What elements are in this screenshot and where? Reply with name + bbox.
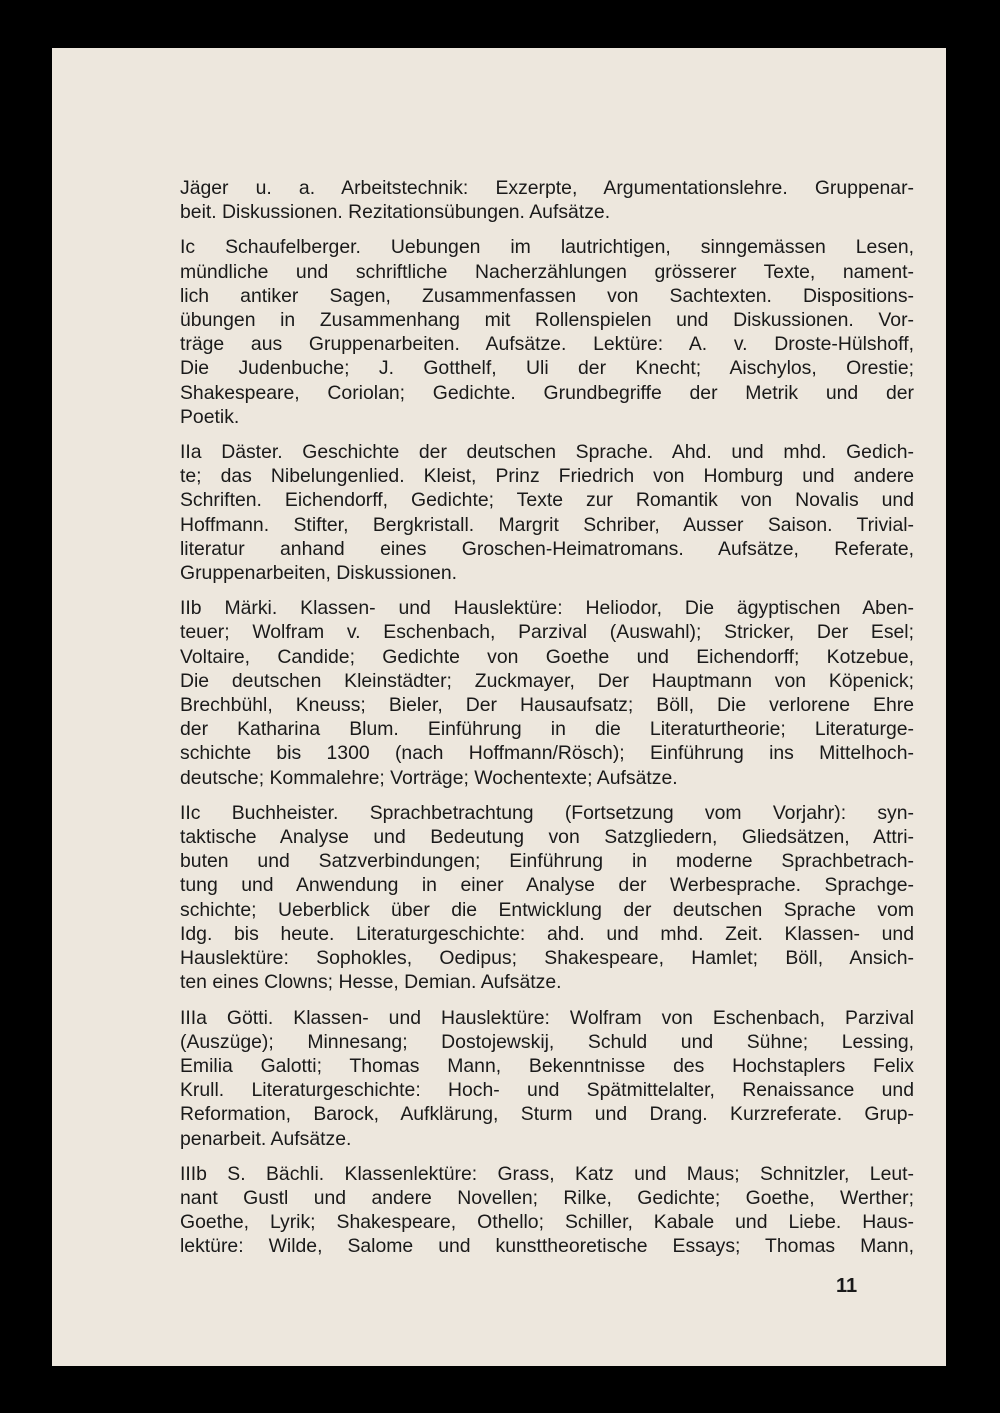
paragraph: [180, 235, 914, 429]
text-line: Hauslektüre: Sophokles, Oedipus; Shakespeare, Hamlet; Böll, Ansich-: [180, 947, 914, 970]
text-line: beit. Diskussionen. Rezitationsübungen. Aufsätze.: [180, 201, 611, 224]
paragraph: [180, 801, 914, 995]
text-line: lektüre: Wilde, Salome und kunsttheoretische Essays; Thomas Mann,: [180, 1235, 914, 1258]
text-line: Krull. Literaturgeschichte: Hoch- und Spätmittelalter, Renaissance und: [180, 1079, 914, 1102]
text-line: IIIa Götti. Klassen- und Hauslektüre: Wolfram von Eschenbach, Parzival: [180, 1006, 914, 1029]
text-line: Schriften. Eichendorff, Gedichte; Texte zur Romantik von Novalis und: [180, 489, 914, 512]
text-line: Brechbühl, Kneuss; Bieler, Der Hausaufsatz; Böll, Die verlorene Ehre: [180, 694, 914, 717]
text-line: Poetik.: [180, 405, 240, 428]
text-line: penarbeit. Aufsätze.: [180, 1127, 352, 1150]
text-line: IIIb S. Bächli. Klassenlektüre: Grass, Katz und Maus; Schnitzler, Leut-: [180, 1162, 914, 1185]
text-line: literatur anhand eines Groschen-Heimatromans. Aufsätze, Referate,: [180, 537, 914, 560]
text-line: der Katharina Blum. Einführung in die Literaturtheorie; Literaturge-: [180, 718, 914, 741]
text-line: IIb Märki. Klassen- und Hauslektüre: Heliodor, Die ägyptischen Aben-: [180, 597, 914, 620]
text-line: schichte bis 1300 (nach Hoffmann/Rösch); Einführung ins Mittelhoch-: [180, 742, 914, 765]
text-line: lich antiker Sagen, Zusammenfassen von Sachtexten. Dispositions-: [180, 284, 914, 307]
text-line: deutsche; Kommalehre; Vorträge; Wochentexte; Aufsätze.: [180, 766, 678, 789]
text-line: taktische Analyse und Bedeutung von Satzgliedern, Gliedsätzen, Attri-: [180, 826, 914, 849]
text-line: Jäger u. a. Arbeitstechnik: Exzerpte, Argumentationslehre. Gruppenar-: [180, 177, 914, 199]
text-line: Die deutschen Kleinstädter; Zuckmayer, Der Hauptmann von Köpenick;: [180, 669, 914, 692]
text-line: teuer; Wolfram v. Eschenbach, Parzival (Auswahl); Stricker, Der Esel;: [180, 621, 914, 644]
text-line: schichte; Ueberblick über die Entwicklung der deutschen Sprache vom: [180, 898, 914, 921]
text-line: Die Judenbuche; J. Gotthelf, Uli der Knecht; Aischylos, Orestie;: [180, 357, 914, 380]
text-line: tung und Anwendung in einer Analyse der Werbesprache. Sprachge-: [180, 874, 914, 897]
document-page: [52, 48, 946, 1366]
text-line: Idg. bis heute. Literaturgeschichte: ahd. und mhd. Zeit. Klassen- und: [180, 922, 914, 945]
text-line: IIc Buchheister. Sprachbetrachtung (Fortsetzung vom Vorjahr): syn-: [180, 801, 914, 824]
paragraph: [180, 1006, 914, 1151]
paragraph: [180, 596, 914, 790]
text-line: Ic Schaufelberger. Uebungen im lautrichtigen, sinngemässen Lesen,: [180, 236, 914, 259]
paragraph: [180, 176, 914, 224]
body-text: [180, 176, 914, 1270]
paragraph: [180, 1162, 914, 1259]
text-line: Voltaire, Candide; Gedichte von Goethe und Eichendorff; Kotzebue,: [180, 645, 914, 668]
text-line: Shakespeare, Coriolan; Gedichte. Grundbegriffe der Metrik und der: [180, 381, 914, 404]
text-line: (Auszüge); Minnesang; Dostojewskij, Schuld und Sühne; Lessing,: [180, 1030, 914, 1053]
text-line: nant Gustl und andere Novellen; Rilke, Gedichte; Goethe, Werther;: [180, 1186, 914, 1209]
text-line: träge aus Gruppenarbeiten. Aufsätze. Lektüre: A. v. Droste-Hülshoff,: [180, 333, 914, 356]
text-line: ten eines Clowns; Hesse, Demian. Aufsätze.: [180, 971, 562, 994]
text-line: IIa Däster. Geschichte der deutschen Sprache. Ahd. und mhd. Gedich-: [180, 441, 914, 464]
text-line: übungen in Zusammenhang mit Rollenspielen und Diskussionen. Vor-: [180, 309, 914, 332]
text-line: Goethe, Lyrik; Shakespeare, Othello; Schiller, Kabale und Liebe. Haus-: [180, 1211, 914, 1234]
text-line: te; das Nibelungenlied. Kleist, Prinz Friedrich von Homburg und andere: [180, 465, 914, 488]
text-line: Emilia Galotti; Thomas Mann, Bekenntnisse des Hochstaplers Felix: [180, 1054, 914, 1077]
text-line: buten und Satzverbindungen; Einführung in moderne Sprachbetrach-: [180, 850, 914, 873]
text-line: mündliche und schriftliche Nacherzählungen grösserer Texte, nament-: [180, 260, 914, 283]
text-line: Gruppenarbeiten, Diskussionen.: [180, 562, 458, 585]
paragraph: [180, 440, 914, 585]
page-number: 11: [836, 1275, 858, 1297]
text-line: Hoffmann. Stifter, Bergkristall. Margrit Schriber, Ausser Saison. Trivial-: [180, 513, 914, 536]
text-line: Reformation, Barock, Aufklärung, Sturm und Drang. Kurzreferate. Grup-: [180, 1103, 914, 1126]
